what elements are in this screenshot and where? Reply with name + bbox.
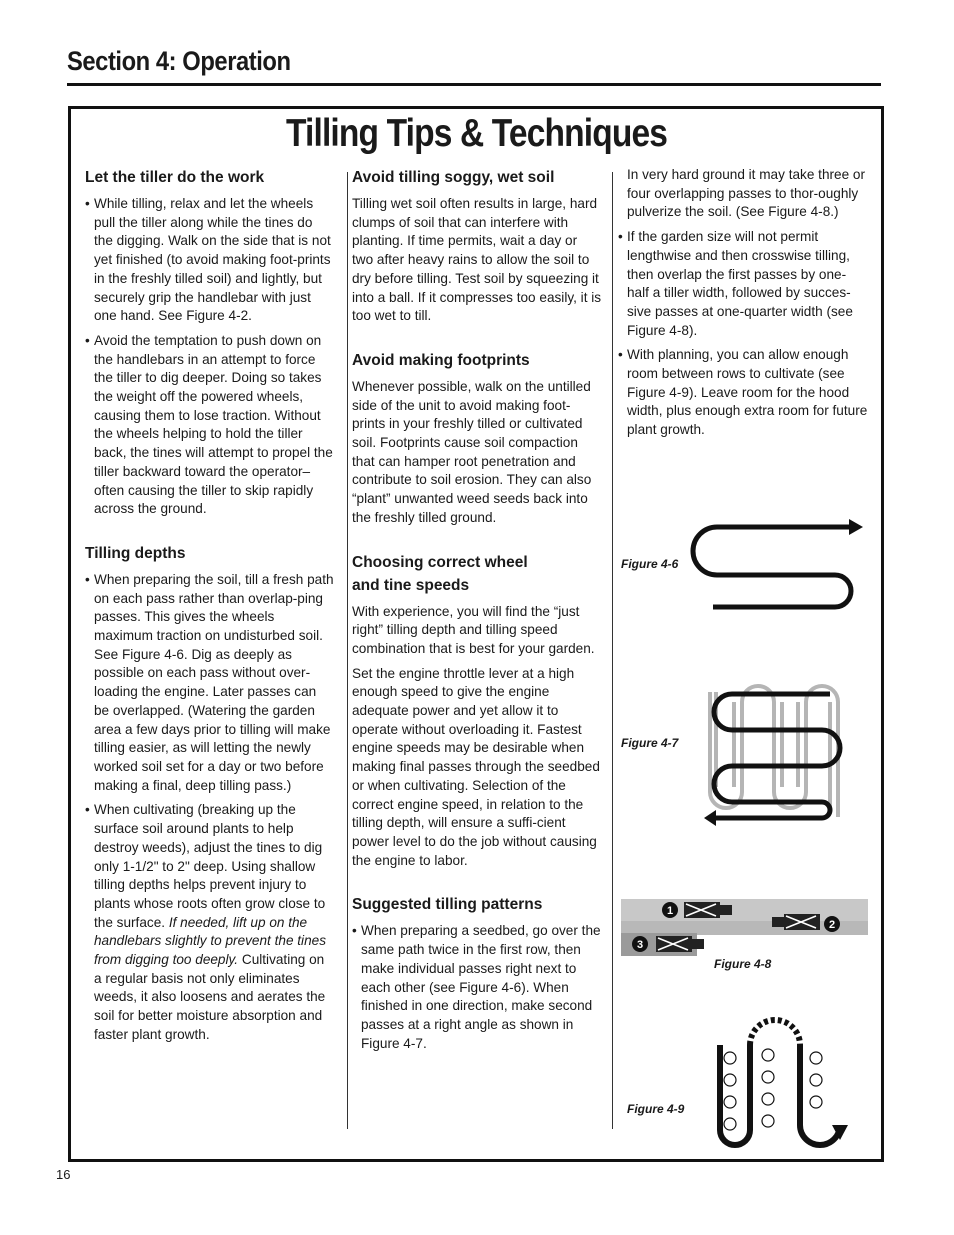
column-divider-1 bbox=[347, 172, 348, 1129]
list-item: • When preparing the soil, till a fresh path on each pass rather than overlap-ping passes. This gives the wheels maximum traction on undisturbed soil. See Figure 4-6. Dig as deeply as possible on each pass without over-loading the engine. Later passes can be overlapped. (Watering the garden area a few days prior to tilling will make tilling easier, as will letting the newly worked soil set for a day or two before making a final, deep tilling pass.) bbox=[85, 571, 335, 795]
figure-label: Figure 4-6 bbox=[621, 557, 679, 571]
column-divider-2 bbox=[612, 172, 613, 1129]
figure-4-8-diagram bbox=[620, 896, 870, 961]
figure-label: Figure 4-9 bbox=[627, 1102, 685, 1116]
page-title-text: Tilling Tips & Techniques bbox=[286, 112, 668, 155]
heading-footprints: Avoid making footprints bbox=[352, 351, 530, 369]
list-item bbox=[85, 801, 335, 1044]
figure-4-7-diagram bbox=[702, 672, 852, 832]
paragraph: Set the engine throttle lever at a high enough speed to give the engine adequate power and yet allow it to operate without overloading it. Fastest engine speeds may be desirable when making final passes through the seedbed or when cultivating. Selection of the correct engine speed, in relation to the tilling depth, will ensure a suffi-cient power level to do the job without causing the engine to labor. bbox=[352, 665, 600, 868]
tilling-path bbox=[693, 527, 853, 607]
plant-row bbox=[724, 1049, 822, 1130]
column-1 bbox=[85, 166, 335, 1051]
bullet-text: When cultivating (breaking up the surface soil around plants to help destroy weeds), adjust the tines to dig only 1-1/2" to 2" deep. Using shallow tilling depths helps prevent injury to plants whose roots often grow close to the surface. bbox=[94, 802, 326, 930]
list-item: • With planning, you can allow enough room between rows to cultivate (see Figure 4-9). Leave room for the hood width, plus enough extra room for future plant growth. bbox=[618, 346, 868, 440]
heading-wheel-tine-speeds bbox=[352, 551, 602, 597]
list-item: • When preparing a seedbed, go over the same path twice in the first row, then make individual passes right next to each other (see Figure 4-6). When finished in one direction, make second passes at a right angle as shown in Figure 4-7. bbox=[352, 922, 602, 1053]
list-item: • Avoid the temptation to push down on the handlebars in an attempt to force the tiller to dig deeper. Doing so takes the weight off the powered wheels, causing them to lose traction. Without the wheels helping to hold the tiller back, the tines will attempt to propel the tiller backward toward the operator– often causing the tiller to skip rapidly across the ground. bbox=[85, 332, 335, 519]
heading-soggy-soil: Avoid tilling soggy, wet soil bbox=[352, 169, 555, 186]
paragraph: With experience, you will find the “just right” tilling depth and tilling speed combination that is best for your garden. bbox=[352, 603, 595, 656]
figure-label: Figure 4-8 bbox=[714, 957, 772, 971]
paragraph: In very hard ground it may take three or four overlapping passes to thor-oughly pulverize the soil. (See Figure 4-8.) bbox=[627, 167, 866, 220]
pass-number: 2 bbox=[828, 919, 836, 931]
heading-line: Choosing correct wheel bbox=[352, 553, 528, 571]
paragraph: Whenever possible, walk on the untilled side of the unit to avoid making foot-prints in your freshly tilled or cultivated soil. Footprints cause soil compaction that can hamper root penetration and contribute to soil erosion. They can also “plant” unwanted weed seeds back into the freshly tilled ground. bbox=[352, 378, 592, 525]
figure-4-9-diagram bbox=[700, 1030, 860, 1140]
section-title: Section 4: Operation bbox=[67, 46, 291, 76]
list-item: • If the garden size will not permit lengthwise and then crosswise tilling, then overlap the first passes by one-half a tiller width, followed by succes-sive passes at one-quarter width (see Figure 4-8). bbox=[618, 228, 868, 340]
heading-tilling-depths: Tilling depths bbox=[85, 544, 186, 562]
heading-tilling-patterns: Suggested tilling patterns bbox=[352, 896, 543, 914]
pass-number: 1 bbox=[666, 905, 674, 917]
pass-number: 3 bbox=[636, 939, 644, 951]
spacer bbox=[352, 534, 602, 551]
spacer bbox=[85, 525, 335, 542]
bullet-text: Cultivating on a regular basis not only eliminates weeds, it also loosens and aerates the soil for better moisture absorption and faster plant growth. bbox=[94, 952, 326, 1042]
arrow-head-icon bbox=[704, 810, 716, 826]
figure-4-6-diagram bbox=[685, 515, 865, 615]
page-title bbox=[0, 112, 954, 156]
italic-note: If needed, lift up on the handlebars slightly to prevent the tines from digging too deeply. bbox=[94, 914, 326, 968]
paragraph: Tilling wet soil often results in large, hard clumps of soil that can interfere with planting. If time permits, wait a day or two after heavy rains to allow the soil to dry before tilling. Test soil by squeezing it into a ball. If it compresses too easily, it is too wet to till. bbox=[352, 196, 602, 324]
crosswise-passes bbox=[710, 686, 838, 817]
heading-let-tiller-work: Let the tiller do the work bbox=[85, 169, 265, 186]
heading-line: and tine speeds bbox=[352, 576, 470, 594]
section-rule bbox=[67, 83, 881, 86]
figure-label: Figure 4-7 bbox=[621, 736, 679, 750]
spacer bbox=[352, 332, 602, 349]
page-number: 16 bbox=[56, 1167, 71, 1182]
column-2 bbox=[352, 166, 602, 1059]
arrow-head-icon bbox=[849, 519, 863, 535]
spacer bbox=[352, 876, 602, 893]
column-3 bbox=[618, 166, 868, 446]
list-item: • While tilling, relax and let the wheels pull the tiller along while the tines do the digging. Walk on the side that is not yet finished (to avoid making foot-prints in the freshly tilled soil) and lightly, but securely grip the handlebar with just one hand. See Figure 4-2. bbox=[85, 195, 335, 326]
